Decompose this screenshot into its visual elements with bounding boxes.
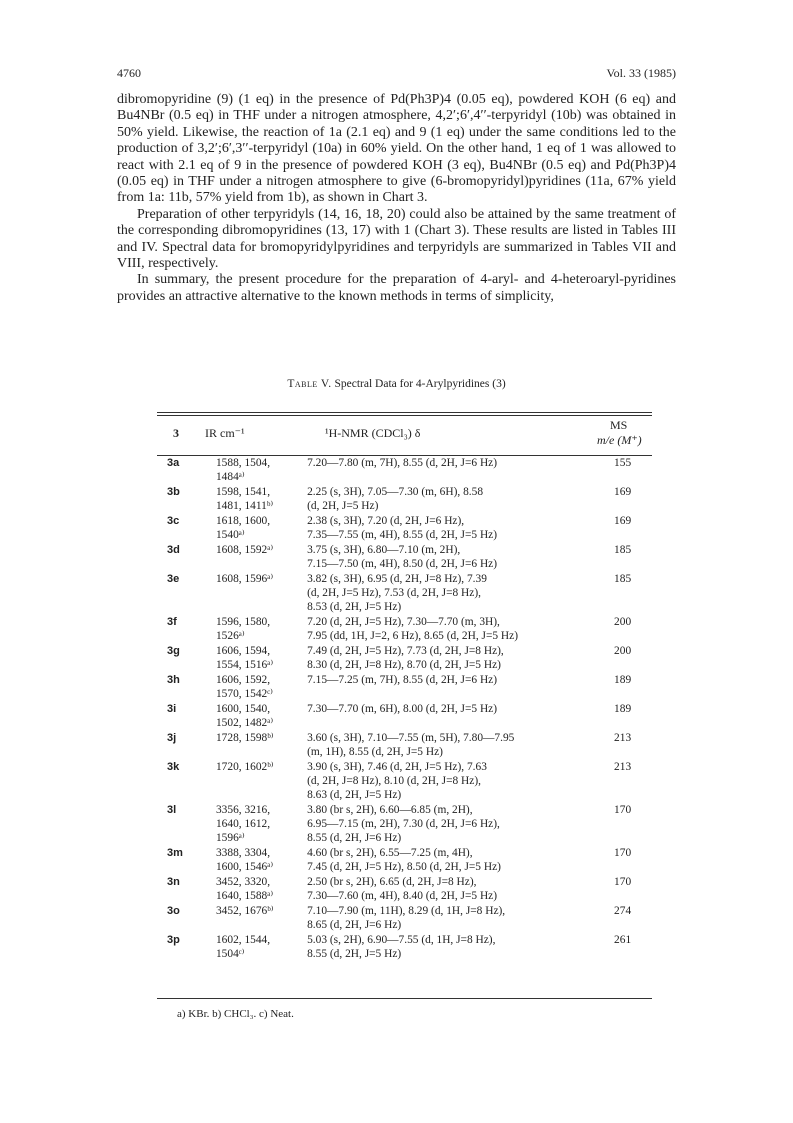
nmr-value: 7.30—7.60 (m, 4H), 8.40 (d, 2H, J=5 Hz): [307, 890, 498, 902]
nmr-value: 2.50 (br s, 2H), 6.65 (d, 2H, J=8 Hz),: [307, 876, 477, 888]
nmr-value: 7.35—7.55 (m, 4H), 8.55 (d, 2H, J=5 Hz): [307, 529, 498, 541]
ms-value: 200: [614, 616, 632, 628]
ir-cell: [216, 904, 307, 932]
header-ms: MS: [610, 418, 628, 432]
nmr-value: 3.75 (s, 3H), 6.80—7.10 (m, 2H),: [307, 544, 461, 556]
nmr-value: (d, 2H, J=5 Hz), 7.53 (d, 2H, J=8 Hz),: [307, 587, 481, 599]
nmr-value: 8.55 (d, 2H, J=6 Hz): [307, 832, 402, 844]
compound-id: 3c: [167, 515, 180, 527]
header-nmr: ¹H-NMR (CDCl₃) δ: [325, 426, 421, 440]
nmr-cell: [307, 702, 593, 730]
nmr-cell: [307, 803, 593, 845]
ir-value: 1502, 1482ᵃ⁾: [215, 717, 274, 729]
nmr-value: 5.03 (s, 2H), 6.90—7.55 (d, 1H, J=8 Hz),: [307, 934, 496, 946]
ir-value: 1540ᵃ⁾: [215, 529, 245, 541]
ir-value: 1720, 1602ᵇ⁾: [215, 761, 274, 773]
table-top-rule: [157, 412, 652, 413]
nmr-value: 3.82 (s, 3H), 6.95 (d, 2H, J=8 Hz), 7.39: [307, 573, 487, 585]
compound-id: 3h: [167, 674, 180, 686]
nmr-cell: [307, 456, 593, 484]
compound-id: 3o: [167, 905, 180, 917]
nmr-cell: [307, 615, 593, 643]
paragraph-2: Preparation of other terpyridyls (14, 16, 18, 20) could also be attained by the same treatment of the corresponding dibromopyridines (13, 17) with 1 (Chart 3). These results are listed in Tables III and IV. Spectral data for bromopyridylpyridines and terpyridyls are summarized in Tables VII and VIII, respectively.: [117, 206, 676, 272]
compound-id: 3a: [167, 457, 180, 469]
compound-id: 3l: [167, 804, 177, 816]
table-row: [157, 933, 652, 961]
ir-value: 1728, 1598ᵇ⁾: [215, 732, 274, 744]
paragraph-1: dibromopyridine (9) (1 eq) in the presence of Pd(Ph3P)4 (0.05 eq), powdered KOH (6 eq) and Bu4NBr (0.5 eq) in THF under a nitrogen atmosphere, 4,2′;6′,4′′-terpyridyl (10b) was obtained in 50% yield. Likewise, the reaction of 1a (2.1 eq) and 9 (1 eq) under the same conditions led to the production of 3,2′;6′,3′′-terpyridyl (10a) in 60% yield. On the other hand, 1 eq of 1 was allowed to react with 2.1 eq of 9 in the presence of powdered KOH (3 eq), Bu4NBr (0.5 eq) and Pd(Ph3P)4 (0.05 eq) in THF under a nitrogen atmosphere to give (6-bromopyridyl)pyridines (11a, 67% yield from 1a: 11b, 57% yield from 1b), as shown in Chart 3.: [117, 92, 676, 206]
table-body: [157, 456, 652, 962]
ir-value: 1606, 1592,: [215, 674, 271, 686]
nmr-cell: [307, 673, 593, 701]
page-number: 4760: [117, 66, 141, 80]
nmr-cell: [307, 572, 593, 614]
ir-value: 1504ᶜ⁾: [215, 948, 245, 960]
nmr-cell: [307, 485, 593, 513]
header-ir: IR cm⁻¹: [205, 426, 245, 440]
ir-cell: [216, 673, 307, 701]
nmr-value: 3.80 (br s, 2H), 6.60—6.85 (m, 2H),: [307, 804, 473, 816]
ms-value: 274: [614, 905, 632, 917]
nmr-value: 7.20 (d, 2H, J=5 Hz), 7.30—7.70 (m, 3H),: [307, 616, 500, 628]
ms-value: 185: [614, 573, 632, 585]
compound-id: 3g: [167, 645, 180, 657]
nmr-cell: [307, 514, 593, 542]
ms-value: 170: [614, 847, 632, 859]
table-row: [157, 702, 652, 730]
table-row: [157, 846, 652, 874]
ms-value: 261: [614, 934, 632, 946]
ms-value: 170: [614, 804, 632, 816]
table-row: [157, 514, 652, 542]
ir-value: 1602, 1544,: [215, 934, 271, 946]
nmr-value: 7.95 (dd, 1H, J=2, 6 Hz), 8.65 (d, 2H, J=5 Hz): [307, 630, 519, 642]
ir-cell: [216, 846, 307, 874]
ir-cell: [216, 760, 307, 802]
compound-id: 3n: [167, 876, 180, 888]
table-header: [157, 418, 652, 456]
volume-label: Vol. 33 (1985): [606, 66, 676, 80]
nmr-value: 8.63 (d, 2H, J=5 Hz): [307, 789, 402, 801]
nmr-value: (m, 1H), 8.55 (d, 2H, J=5 Hz): [307, 746, 443, 758]
compound-id: 3f: [167, 616, 177, 628]
nmr-value: 7.15—7.50 (m, 4H), 8.50 (d, 2H, J=6 Hz): [307, 558, 498, 570]
ms-value: 170: [614, 876, 632, 888]
ir-cell: [216, 731, 307, 759]
nmr-value: (d, 2H, J=5 Hz): [307, 500, 379, 512]
nmr-value: 8.55 (d, 2H, J=5 Hz): [307, 948, 402, 960]
spectral-data-table: [157, 418, 652, 960]
table-row: [157, 760, 652, 802]
ir-cell: [216, 485, 307, 513]
ms-value: 213: [614, 732, 632, 744]
table-row: [157, 644, 652, 672]
nmr-value: 6.95—7.15 (m, 2H), 7.30 (d, 2H, J=6 Hz),: [307, 818, 500, 830]
ir-value: 3356, 3216,: [215, 804, 271, 816]
table-bottom-rule: [157, 998, 652, 999]
ir-value: 1600, 1546ᵃ⁾: [215, 861, 274, 873]
compound-id: 3j: [167, 732, 177, 744]
table-row: [157, 456, 652, 484]
table-row: [157, 803, 652, 845]
ir-cell: [216, 803, 307, 845]
paragraph-3: In summary, the present procedure for the preparation of 4-aryl- and 4-heteroaryl-pyridines provides an attractive alternative to the known methods in terms of simplicity,: [117, 272, 676, 304]
ir-cell: [216, 543, 307, 571]
table-row: [157, 485, 652, 513]
nmr-value: 7.10—7.90 (m, 11H), 8.29 (d, 1H, J=8 Hz),: [307, 905, 506, 917]
ir-value: 1640, 1588ᵃ⁾: [215, 890, 274, 902]
nmr-cell: [307, 543, 593, 571]
ir-value: 1608, 1592ᵃ⁾: [215, 544, 274, 556]
ir-cell: [216, 615, 307, 643]
nmr-cell: [307, 846, 593, 874]
table-top-rule-2: [157, 415, 652, 416]
ir-cell: [216, 933, 307, 961]
table-caption: [0, 378, 793, 390]
ms-value: 155: [614, 457, 632, 469]
ir-cell: [216, 644, 307, 672]
nmr-value: 3.60 (s, 3H), 7.10—7.55 (m, 5H), 7.80—7.95: [307, 732, 515, 744]
ir-value: 3452, 3320,: [215, 876, 271, 888]
ir-cell: [216, 456, 307, 484]
compound-id: 3b: [167, 486, 180, 498]
nmr-value: 7.20—7.80 (m, 7H), 8.55 (d, 2H, J=6 Hz): [307, 457, 498, 469]
ms-value: 189: [614, 674, 632, 686]
table-row: [157, 673, 652, 701]
compound-id: 3e: [167, 573, 180, 585]
nmr-value: 8.53 (d, 2H, J=5 Hz): [307, 601, 402, 613]
ir-cell: [216, 514, 307, 542]
header-ms-units: m/e (M⁺): [597, 433, 642, 447]
ms-value: 200: [614, 645, 632, 657]
nmr-cell: [307, 933, 593, 961]
nmr-cell: [307, 760, 593, 802]
compound-id: 3d: [167, 544, 180, 556]
nmr-cell: [307, 731, 593, 759]
ir-value: 1640, 1612,: [215, 818, 271, 830]
nmr-value: 7.49 (d, 2H, J=5 Hz), 7.73 (d, 2H, J=8 Hz),: [307, 645, 504, 657]
ir-value: 1618, 1600,: [215, 515, 271, 527]
ms-value: 169: [614, 486, 632, 498]
ir-value: 3388, 3304,: [215, 847, 271, 859]
nmr-value: 4.60 (br s, 2H), 6.55—7.25 (m, 4H),: [307, 847, 473, 859]
ir-value: 1526ᵃ⁾: [215, 630, 245, 642]
table-caption-label: Table V.: [287, 378, 332, 390]
nmr-value: 2.38 (s, 3H), 7.20 (d, 2H, J=6 Hz),: [307, 515, 465, 527]
compound-id: 3m: [167, 847, 183, 859]
ir-value: 1598, 1541,: [215, 486, 271, 498]
ir-value: 1606, 1594,: [215, 645, 271, 657]
nmr-cell: [307, 644, 593, 672]
nmr-value: 7.30—7.70 (m, 6H), 8.00 (d, 2H, J=5 Hz): [307, 703, 498, 715]
table-caption-text: Spectral Data for 4-Arylpyridines (3): [334, 378, 506, 390]
table-row: [157, 731, 652, 759]
ms-value: 185: [614, 544, 632, 556]
nmr-value: 7.15—7.25 (m, 7H), 8.55 (d, 2H, J=6 Hz): [307, 674, 498, 686]
nmr-value: 8.30 (d, 2H, J=8 Hz), 8.70 (d, 2H, J=5 Hz): [307, 659, 501, 671]
nmr-cell: [307, 875, 593, 903]
ir-value: 1484ᵃ⁾: [215, 471, 245, 483]
ms-value: 189: [614, 703, 632, 715]
ms-value: 169: [614, 515, 632, 527]
ir-value: 1588, 1504,: [215, 457, 271, 469]
ir-value: 1596ᵃ⁾: [215, 832, 245, 844]
ir-cell: [216, 702, 307, 730]
compound-id: 3i: [167, 703, 177, 715]
table-row: [157, 615, 652, 643]
ir-value: 3452, 1676ᵇ⁾: [215, 905, 274, 917]
ms-value: 213: [614, 761, 632, 773]
table-row: [157, 572, 652, 614]
compound-id: 3p: [167, 934, 180, 946]
ir-value: 1608, 1596ᵃ⁾: [215, 573, 274, 585]
body-text: [117, 92, 676, 305]
nmr-value: (d, 2H, J=8 Hz), 8.10 (d, 2H, J=8 Hz),: [307, 775, 481, 787]
table-row: [157, 543, 652, 571]
ir-value: 1570, 1542ᶜ⁾: [215, 688, 273, 700]
ir-value: 1596, 1580,: [215, 616, 271, 628]
ir-value: 1600, 1540,: [215, 703, 271, 715]
ir-cell: [216, 875, 307, 903]
table-row: [157, 875, 652, 903]
ir-cell: [216, 572, 307, 614]
table-footnote: a) KBr. b) CHCl₃. c) Neat.: [177, 1008, 294, 1020]
nmr-value: 7.45 (d, 2H, J=5 Hz), 8.50 (d, 2H, J=5 Hz): [307, 861, 501, 873]
ir-value: 1481, 1411ᵇ⁾: [215, 500, 274, 512]
ir-value: 1554, 1516ᵃ⁾: [215, 659, 274, 671]
nmr-value: 3.90 (s, 3H), 7.46 (d, 2H, J=5 Hz), 7.63: [307, 761, 487, 773]
compound-id: 3k: [167, 761, 180, 773]
table-row: [157, 904, 652, 932]
header-compound: 3: [173, 426, 179, 440]
nmr-value: 2.25 (s, 3H), 7.05—7.30 (m, 6H), 8.58: [307, 486, 484, 498]
nmr-cell: [307, 904, 593, 932]
nmr-value: 8.65 (d, 2H, J=6 Hz): [307, 919, 402, 931]
